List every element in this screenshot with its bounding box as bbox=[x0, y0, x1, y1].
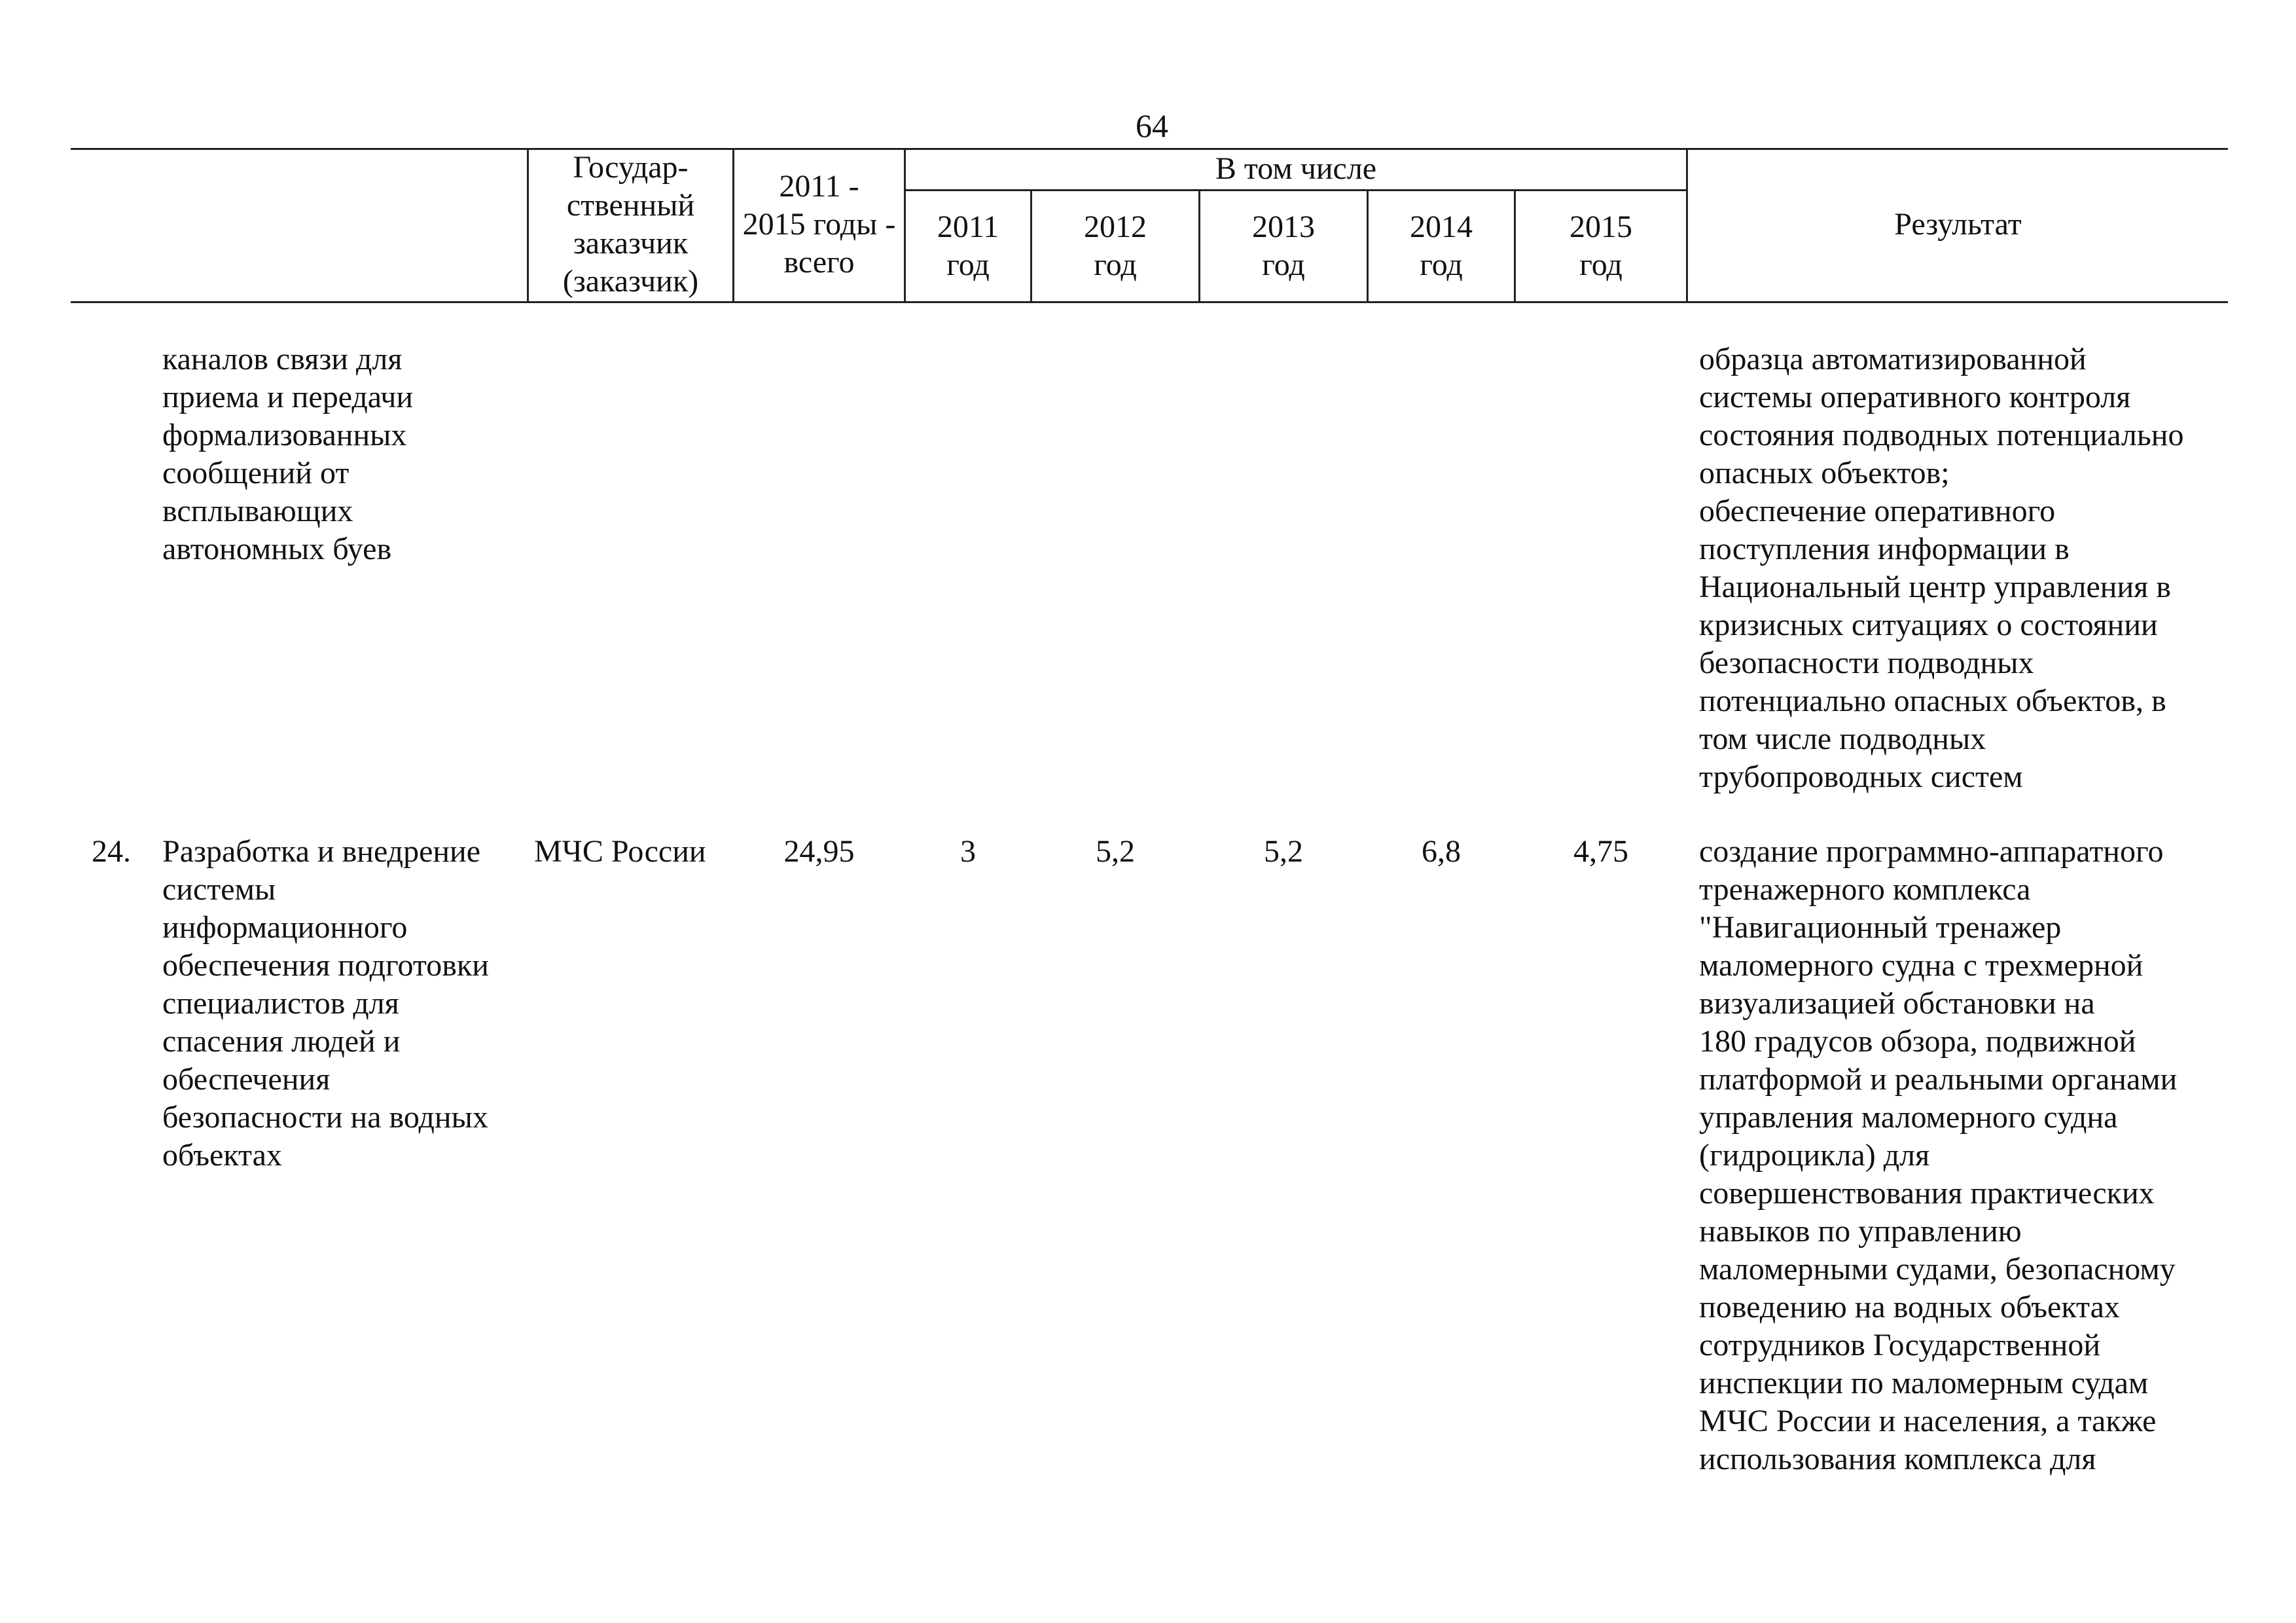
row-24-value-2015: 4,75 bbox=[1573, 834, 1628, 869]
row-24-result: создание программно-аппаратного тренажерного комплекса "Навигационный тренажер маломерного судна с трехмерной визуализацией обстановки на 180 градусов обзора, подвижной платформой и реальными органами управления маломерного судна (гидроцикла) для совершенствования практических навыков по управлению маломерными судами, безопасному поведению на водных объектах сотрудников Государственной инспекции по маломерным судам МЧС России и населения, а также использования комплекса для bbox=[1699, 834, 2178, 1476]
header-year-2015: 2015 год bbox=[1570, 210, 1632, 282]
header-customer: Государ- ственный заказчик (заказчик) bbox=[562, 150, 699, 299]
row-24-value-2011: 3 bbox=[960, 834, 976, 869]
page-number: 64 bbox=[1136, 107, 1168, 144]
row-24-name: Разработка и внедрение системы информационного обеспечения подготовки специалистов для спасения людей и обеспечения безопасности на водных объектах bbox=[162, 834, 489, 1173]
row-24-total: 24,95 bbox=[783, 834, 855, 869]
header-year-2012: 2012 год bbox=[1084, 210, 1147, 282]
header-including: В том числе bbox=[1215, 151, 1377, 186]
table-header-bottom-rule bbox=[71, 301, 2228, 303]
header-result: Результат bbox=[1894, 207, 2022, 242]
header-total: 2011 - 2015 годы - всего bbox=[742, 169, 896, 280]
row-24-value-2013: 5,2 bbox=[1264, 834, 1303, 869]
row-24-number: 24. bbox=[92, 834, 131, 869]
row-24-value-2012: 5,2 bbox=[1096, 834, 1135, 869]
row-24-customer: МЧС России bbox=[534, 834, 706, 869]
header-year-2011: 2011 год bbox=[937, 210, 999, 282]
continuation-name: каналов связи для приема и передачи формализованных сообщений от всплывающих автономных буев bbox=[162, 342, 414, 566]
header-year-2013: 2013 год bbox=[1252, 210, 1315, 282]
row-24-value-2014: 6,8 bbox=[1422, 834, 1461, 869]
header-year-2014: 2014 год bbox=[1410, 210, 1473, 282]
continuation-result: образца автоматизированной системы оперативного контроля состояния подводных потенциально опасных объектов; обеспечение оперативного поступления информации в Национальный центр управления в кризисных ситуациях о состоянии безопасности подводных потенциально опасных объектов, в том числе подводных трубопроводных систем bbox=[1699, 342, 2184, 794]
